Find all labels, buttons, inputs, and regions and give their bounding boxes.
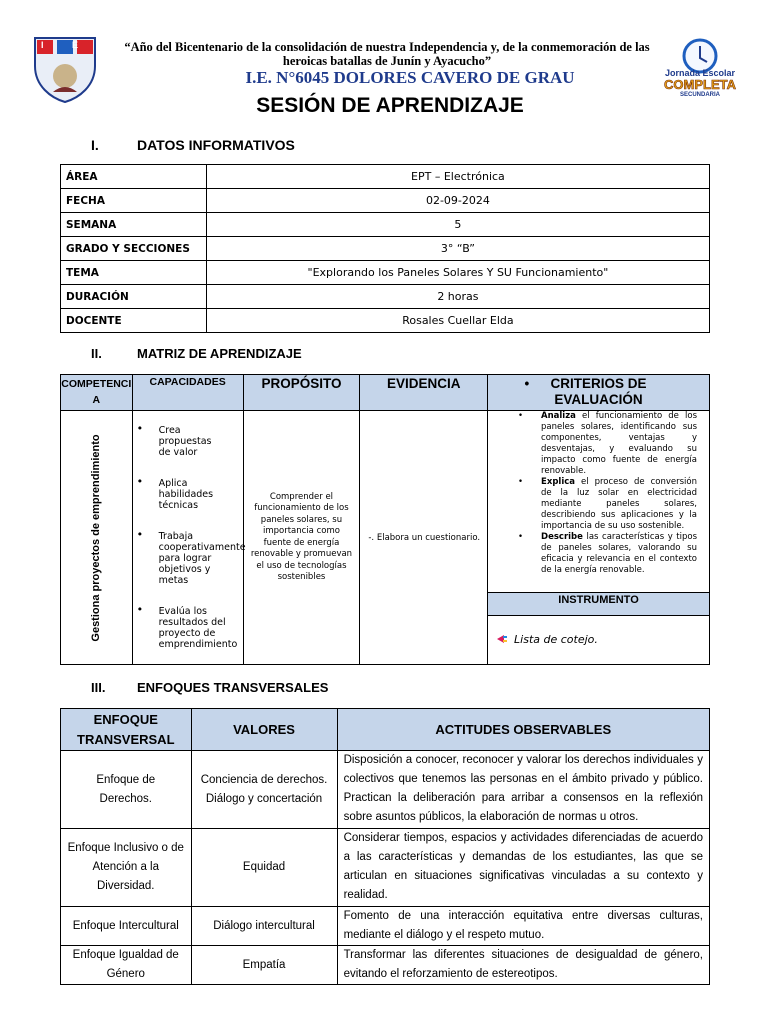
table-row: Enfoque Inclusivo o de Atención a la Diversidad. Equidad Considerar tiempos, espacios y actividades diferenciadas de acuerdo a las características y demandas de los estudiantes, las que se articulan en situaciones significativas vinculadas a su contexto y realidad. [61,829,710,907]
list-item: • Explica el proceso de conversión de la luz solar en electricidad mediante paneles solares, describiendo sus aplicaciones y la importancia de su uso sostenible. [488,477,709,532]
table-row: ÁREA EPT – Electrónica [61,165,710,189]
proposito-cell: Comprender el funcionamiento de los paneles solares, su importancia como fuente de energía renovable y promuevan el uso de tecnologías sostenibles [243,411,360,665]
table-row: DURACIÓN 2 horas [61,285,710,309]
capacidades-list [133,425,246,650]
table-row: Enfoque Igualdad de Género Empatía Transformar las diferentes situaciones de desigualdad de género, evitando el reforzamiento de estereotipos. [61,946,710,985]
section-heading-matriz: II. MATRIZ DE APRENDIZAJE [91,346,302,361]
school-crest-letters: I E [41,40,92,50]
list-item: • Crea propuestas de valor [137,425,225,458]
matriz-aprendizaje-table [60,374,710,665]
competencia-text: Gestiona proyectos de emprendimiento [90,433,103,642]
header-evidencia: EVIDENCIA [360,375,488,411]
table-row: SEMANA 5 [61,213,710,237]
list-item: • Describe las características y tipos de paneles solares, valorando su eficacia y relevancia en el contexto de la energía renovable. [488,532,709,576]
section-heading-datos: I. DATOS INFORMATIVOS [91,137,295,153]
header-valores: VALORES [191,709,337,751]
list-item: • Analiza el funcionamiento de los paneles solares, identificando sus componentes, ventajas y desventajas, y evaluando su impacto como fuente de energía renovable. [488,411,709,477]
criterios-list [488,411,709,576]
instrumento-cell [488,615,710,664]
capacidades-cell [132,411,246,665]
header-competencia: COMPETENCIA [61,375,133,411]
page-title: SESIÓN DE APRENDIZAJE [256,94,524,117]
header-capacidades: CAPACIDADES [132,375,243,411]
table-row: GRADO Y SECCIONES 3° “B” [61,237,710,261]
header-criterios: • CRITERIOS DE EVALUACIÓN [488,375,710,411]
school-crest-logo [33,36,97,104]
header-actitudes: ACTITUDES OBSERVABLES [337,709,709,751]
pointer-icon [496,634,508,647]
year-motto: “Año del Bicentenario de la consolidación de nuestra Independencia y, de la conmemoración de las heroicas batallas de Junín y Ayacucho” [124,40,650,68]
instrumento-text: Lista de cotejo. [514,632,598,646]
table-row: TEMA "Explorando los Paneles Solares Y SU Funcionamiento" [61,261,710,285]
datos-informativos-table [60,164,710,333]
list-item: • Aplica habilidades técnicas [137,478,225,511]
table-row: Enfoque Intercultural Diálogo intercultural Fomento de una interacción equitativa entre diversas culturas, mediante el diálogo y el respeto mutuo. [61,907,710,946]
header-proposito: PROPÓSITO [243,375,360,411]
logo-line-1: Jornada Escolar [664,68,736,78]
table-row: FECHA 02-09-2024 [61,189,710,213]
list-item: • Trabaja cooperativamente para lograr objetivos y metas [137,531,225,586]
logo-line-2: COMPLETA [664,77,736,92]
evidencia-cell: -. Elabora un cuestionario. [360,411,488,665]
list-item: • Evalúa los resultados del proyecto de emprendimiento [137,606,237,650]
logo-line-3: SECUNDARIA [679,92,720,98]
bullet-icon: • [524,376,530,391]
section-heading-enfoques: III. ENFOQUES TRANSVERSALES [91,680,329,695]
header-enfoque: ENFOQUE TRANSVERSAL [61,709,192,751]
school-name: I.E. N°6045 DOLORES CAVERO DE GRAU [245,68,575,87]
table-row: DOCENTE Rosales Cuellar Elda [61,309,710,333]
enfoques-transversales-table [60,708,710,985]
table-row: Enfoque de Derechos. Conciencia de derechos. Diálogo y concertación Disposición a conocer, reconocer y valorar los derechos individuales y colectivos que tenemos las personas en el ámbito privado y público. Practican la deliberación para arribar a consensos en la reflexión sobre asuntos públicos, la elaboración de normas u otros. [61,751,710,829]
jornada-escolar-completa-logo [657,36,743,100]
header-instrumento: INSTRUMENTO [488,593,710,616]
competencia-cell [61,411,133,665]
criterios-cell [488,411,710,593]
